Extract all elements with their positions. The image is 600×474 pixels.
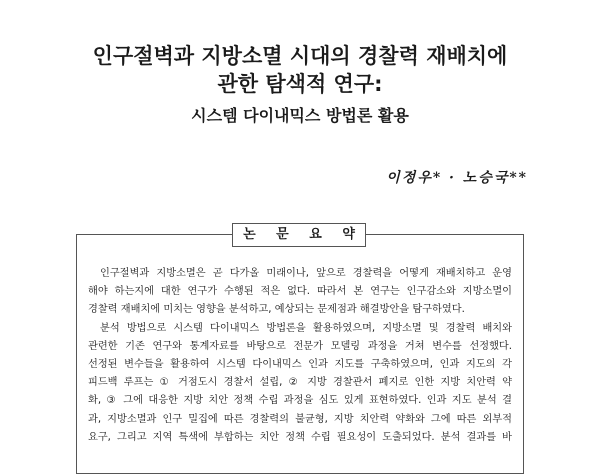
- abstract-heading: 논 문 요 약: [232, 223, 366, 247]
- abstract-line: 과, 지방소멸과 인구 밀집에 따른 경찰력의 불균형, 지방 치안력 약화와 그에 따른 외부적: [88, 413, 512, 425]
- abstract-line: 관련한 기존 연구와 통계자료를 바탕으로 전문가 모델링 과정을 거쳐 변수를 선정했다.: [88, 340, 512, 352]
- abstract-line: 인구절벽과 지방소멸은 곧 다가올 미래이나, 앞으로 경찰력을 어떻게 재배치하고 운영: [100, 268, 512, 279]
- abstract-line: 화, ③ 그에 대응한 지방 치안 정책 수립 과정을 심도 있게 표현하였다. 인과 지도 분석 결: [88, 395, 512, 407]
- abstract-line: 선정된 변수들을 활용하여 시스템 다이내믹스 인과 지도를 구축하였으며, 인과 지도의 각: [88, 359, 512, 371]
- abstract-paragraph-1: [88, 265, 512, 320]
- author-names: 이정우* · 노승국**: [386, 170, 528, 186]
- abstract-line: 요구, 그리고 지역 특색에 부합하는 치안 정책 수립 필요성이 도출되었다. 분석 결과를 바: [88, 431, 512, 443]
- abstract-line: 해야 하는지에 대한 연구가 수행된 적은 없다. 따라서 본 연구는 인구감소와 지방소멸이: [88, 286, 512, 298]
- paper-subtitle: 시스템 다이내믹스 방법론 활용: [191, 106, 409, 125]
- paper-title-line-1: 인구절벽과 지방소멸 시대의 경찰력 재배치에: [92, 44, 508, 68]
- abstract-line: 피드백 루프는 ① 거점도시 경찰서 설립, ② 지방 경찰관서 폐지로 인한 지방 치안력 약: [88, 377, 512, 389]
- paper-title-line-2: 관한 탐색적 연구:: [217, 72, 383, 96]
- abstract-line: 경찰력 재배치에 미치는 영향을 분석하고, 예상되는 문제점과 해결방안을 탐구하였다.: [88, 304, 465, 316]
- abstract-line: 분석 방법으로 시스템 다이내믹스 방법론을 활용하였으며, 지방소멸 및 경찰력 배치와: [100, 322, 512, 334]
- abstract-body: [88, 265, 512, 447]
- abstract-paragraph-2: [88, 320, 512, 447]
